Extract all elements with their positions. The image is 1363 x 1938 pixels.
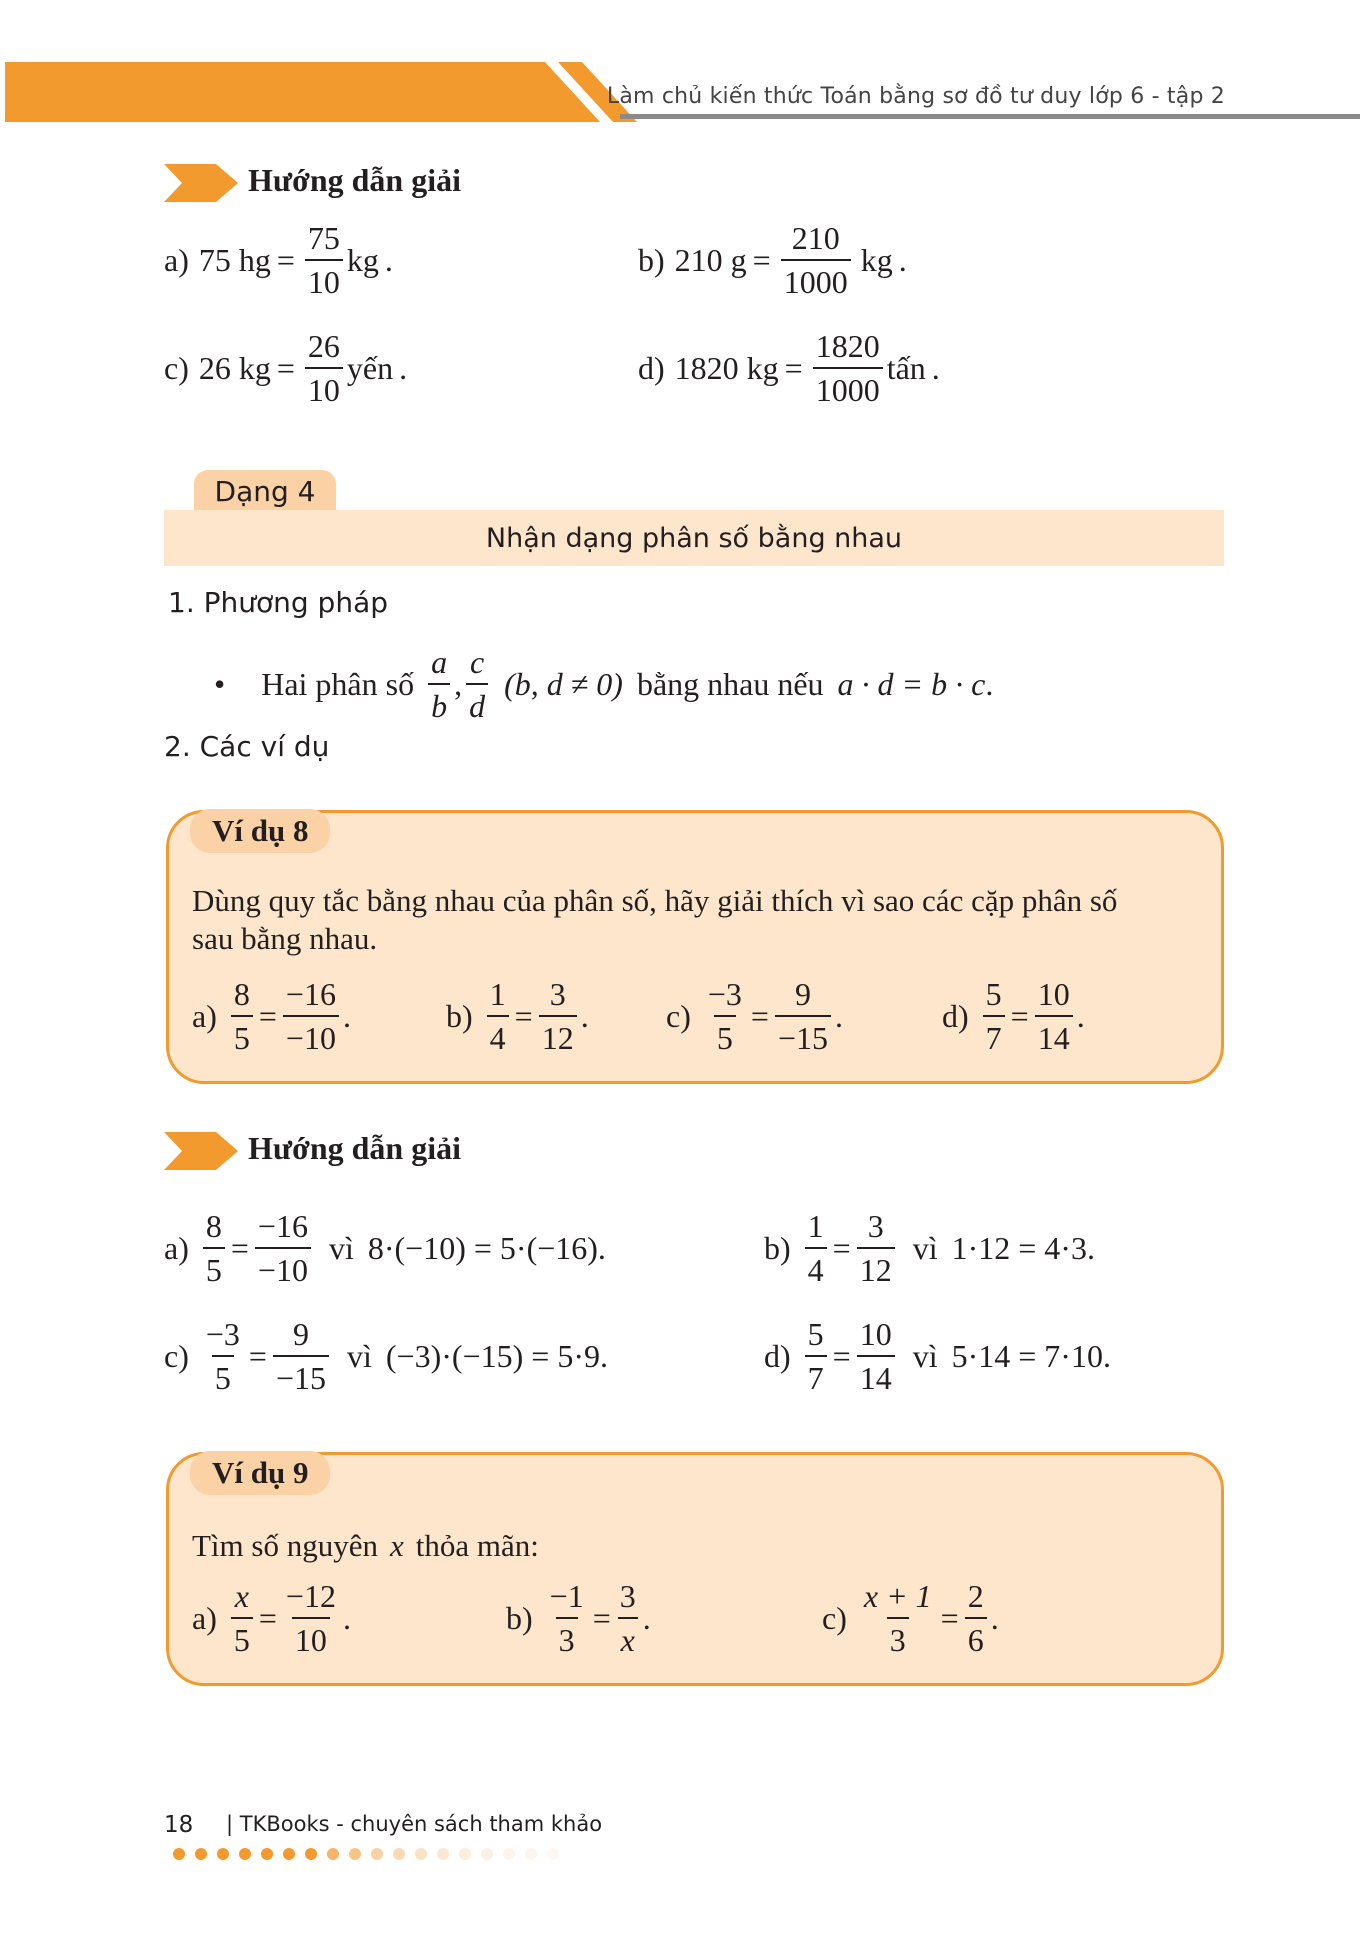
- method-heading: 1. Phương pháp: [168, 586, 388, 619]
- example-9-tag: Ví dụ 9: [190, 1451, 330, 1495]
- dang-title: Nhận dạng phân số bằng nhau: [164, 510, 1224, 566]
- section-arrow-icon: [164, 1132, 238, 1170]
- unit: kg: [346, 241, 379, 278]
- solution2-a: a) $\frac{8}{5}$ = $\frac{-16}{-10}$ vì 8·(−10) = 5·(−16).: [164, 1208, 606, 1288]
- examples-heading: 2. Các ví dụ: [164, 730, 330, 763]
- example-9-line1: Tìm số nguyên x thỏa mãn:: [192, 1528, 539, 1563]
- solution1-d: d) 1820 kg = $\frac{1820}{1000}$ tấn .: [638, 328, 940, 408]
- left-value: 75 hg: [198, 241, 271, 278]
- item-label: a): [164, 241, 189, 278]
- left-value: 1820 kg: [674, 349, 779, 386]
- solution1-c: c) 26 kg = $\frac{26}{10}$ yến .: [164, 328, 408, 408]
- left-value: 210 g: [674, 241, 747, 278]
- equality-rule: a · d = b · c: [837, 665, 986, 702]
- example-8-item-a: a) $\frac{8}{5}$ = $\frac{-16}{-10}$ .: [192, 976, 351, 1056]
- unit: yến: [346, 349, 394, 386]
- footer-text: | TKBooks - chuyên sách tham khảo: [226, 1812, 603, 1836]
- dang-tag: Dạng 4: [194, 470, 336, 512]
- solution1-a: a) 75 hg = $\frac{75}{10}$ kg .: [164, 220, 393, 300]
- example-8-item-b: b) $\frac{1}{4}$ = $\frac{3}{12}$ .: [446, 976, 589, 1056]
- solution2-b: b) $\frac{1}{4}$ = $\frac{3}{12}$ vì 1·12 = 4·3.: [764, 1208, 1095, 1288]
- reason: 1·12 = 4·3.: [951, 1229, 1095, 1266]
- section-arrow-icon: [164, 164, 238, 202]
- page-number: 18: [164, 1812, 194, 1838]
- unit: kg: [860, 241, 893, 278]
- item-label: b): [638, 241, 665, 278]
- fraction: $\frac{1820}{1000}$: [813, 330, 883, 406]
- example-9-item-c: c) $\frac{x + 1}{3}$ = $\frac{2}{6}$ .: [822, 1578, 999, 1658]
- method-rule: • Hai phân số $\frac{a}{b}$ , $\frac{c}{d}$ (b, d ≠ 0) bằng nhau nếu a · d = b · c .: [214, 644, 994, 724]
- solution1-b: b) 210 g = $\frac{210}{1000}$ kg .: [638, 220, 907, 300]
- example-8-line1: Dùng quy tắc bằng nhau của phân số, hãy giải thích vì sao các cặp phân số: [192, 883, 1118, 918]
- example-8-item-d: d) $\frac{5}{7}$ = $\frac{10}{14}$ .: [942, 976, 1085, 1056]
- fraction: $\frac{210}{1000}$: [781, 222, 851, 298]
- example-8-item-c: c) $\frac{-3}{5}$ = $\frac{9}{-15}$ .: [666, 976, 843, 1056]
- example-9-item-a: a) $\frac{x}{5}$ = $\frac{-12}{10}$ .: [192, 1578, 351, 1658]
- solution2-c: c) $\frac{-3}{5}$ = $\frac{9}{-15}$ vì (−3)·(−15) = 5·9.: [164, 1316, 608, 1396]
- reason: 5·14 = 7·10.: [951, 1337, 1111, 1374]
- solution-title: Hướng dẫn giải: [248, 162, 461, 198]
- example-8-tag: Ví dụ 8: [190, 809, 330, 853]
- solution-title: Hướng dẫn giải: [248, 1130, 461, 1166]
- solution2-d: d) $\frac{5}{7}$ = $\frac{10}{14}$ vì 5·14 = 7·10.: [764, 1316, 1111, 1396]
- reason: 8·(−10) = 5·(−16).: [367, 1229, 606, 1266]
- fraction: $\frac{26}{10}$: [305, 330, 343, 406]
- example-8-line2: sau bằng nhau.: [192, 921, 378, 956]
- method-text: Hai phân số: [261, 665, 415, 702]
- reason: (−3)·(−15) = 5·9.: [385, 1337, 608, 1374]
- item-label: d): [638, 349, 665, 386]
- left-value: 26 kg: [198, 349, 271, 386]
- condition: (b, d ≠ 0): [504, 665, 623, 702]
- header-title: Làm chủ kiến thức Toán bằng sơ đồ tư duy lớp 6 - tập 2: [606, 84, 1225, 109]
- footer-dots: [173, 1848, 559, 1860]
- item-label: c): [164, 349, 189, 386]
- fraction-a-b: $\frac{a}{b}$: [428, 646, 450, 722]
- fraction: $\frac{75}{10}$: [305, 222, 343, 298]
- fraction-c-d: $\frac{c}{d}$: [466, 646, 488, 722]
- example-9-item-b: b) $\frac{-1}{3}$ = $\frac{3}{x}$ .: [506, 1578, 651, 1658]
- bullet: •: [214, 665, 226, 702]
- unit: tấn: [886, 349, 926, 386]
